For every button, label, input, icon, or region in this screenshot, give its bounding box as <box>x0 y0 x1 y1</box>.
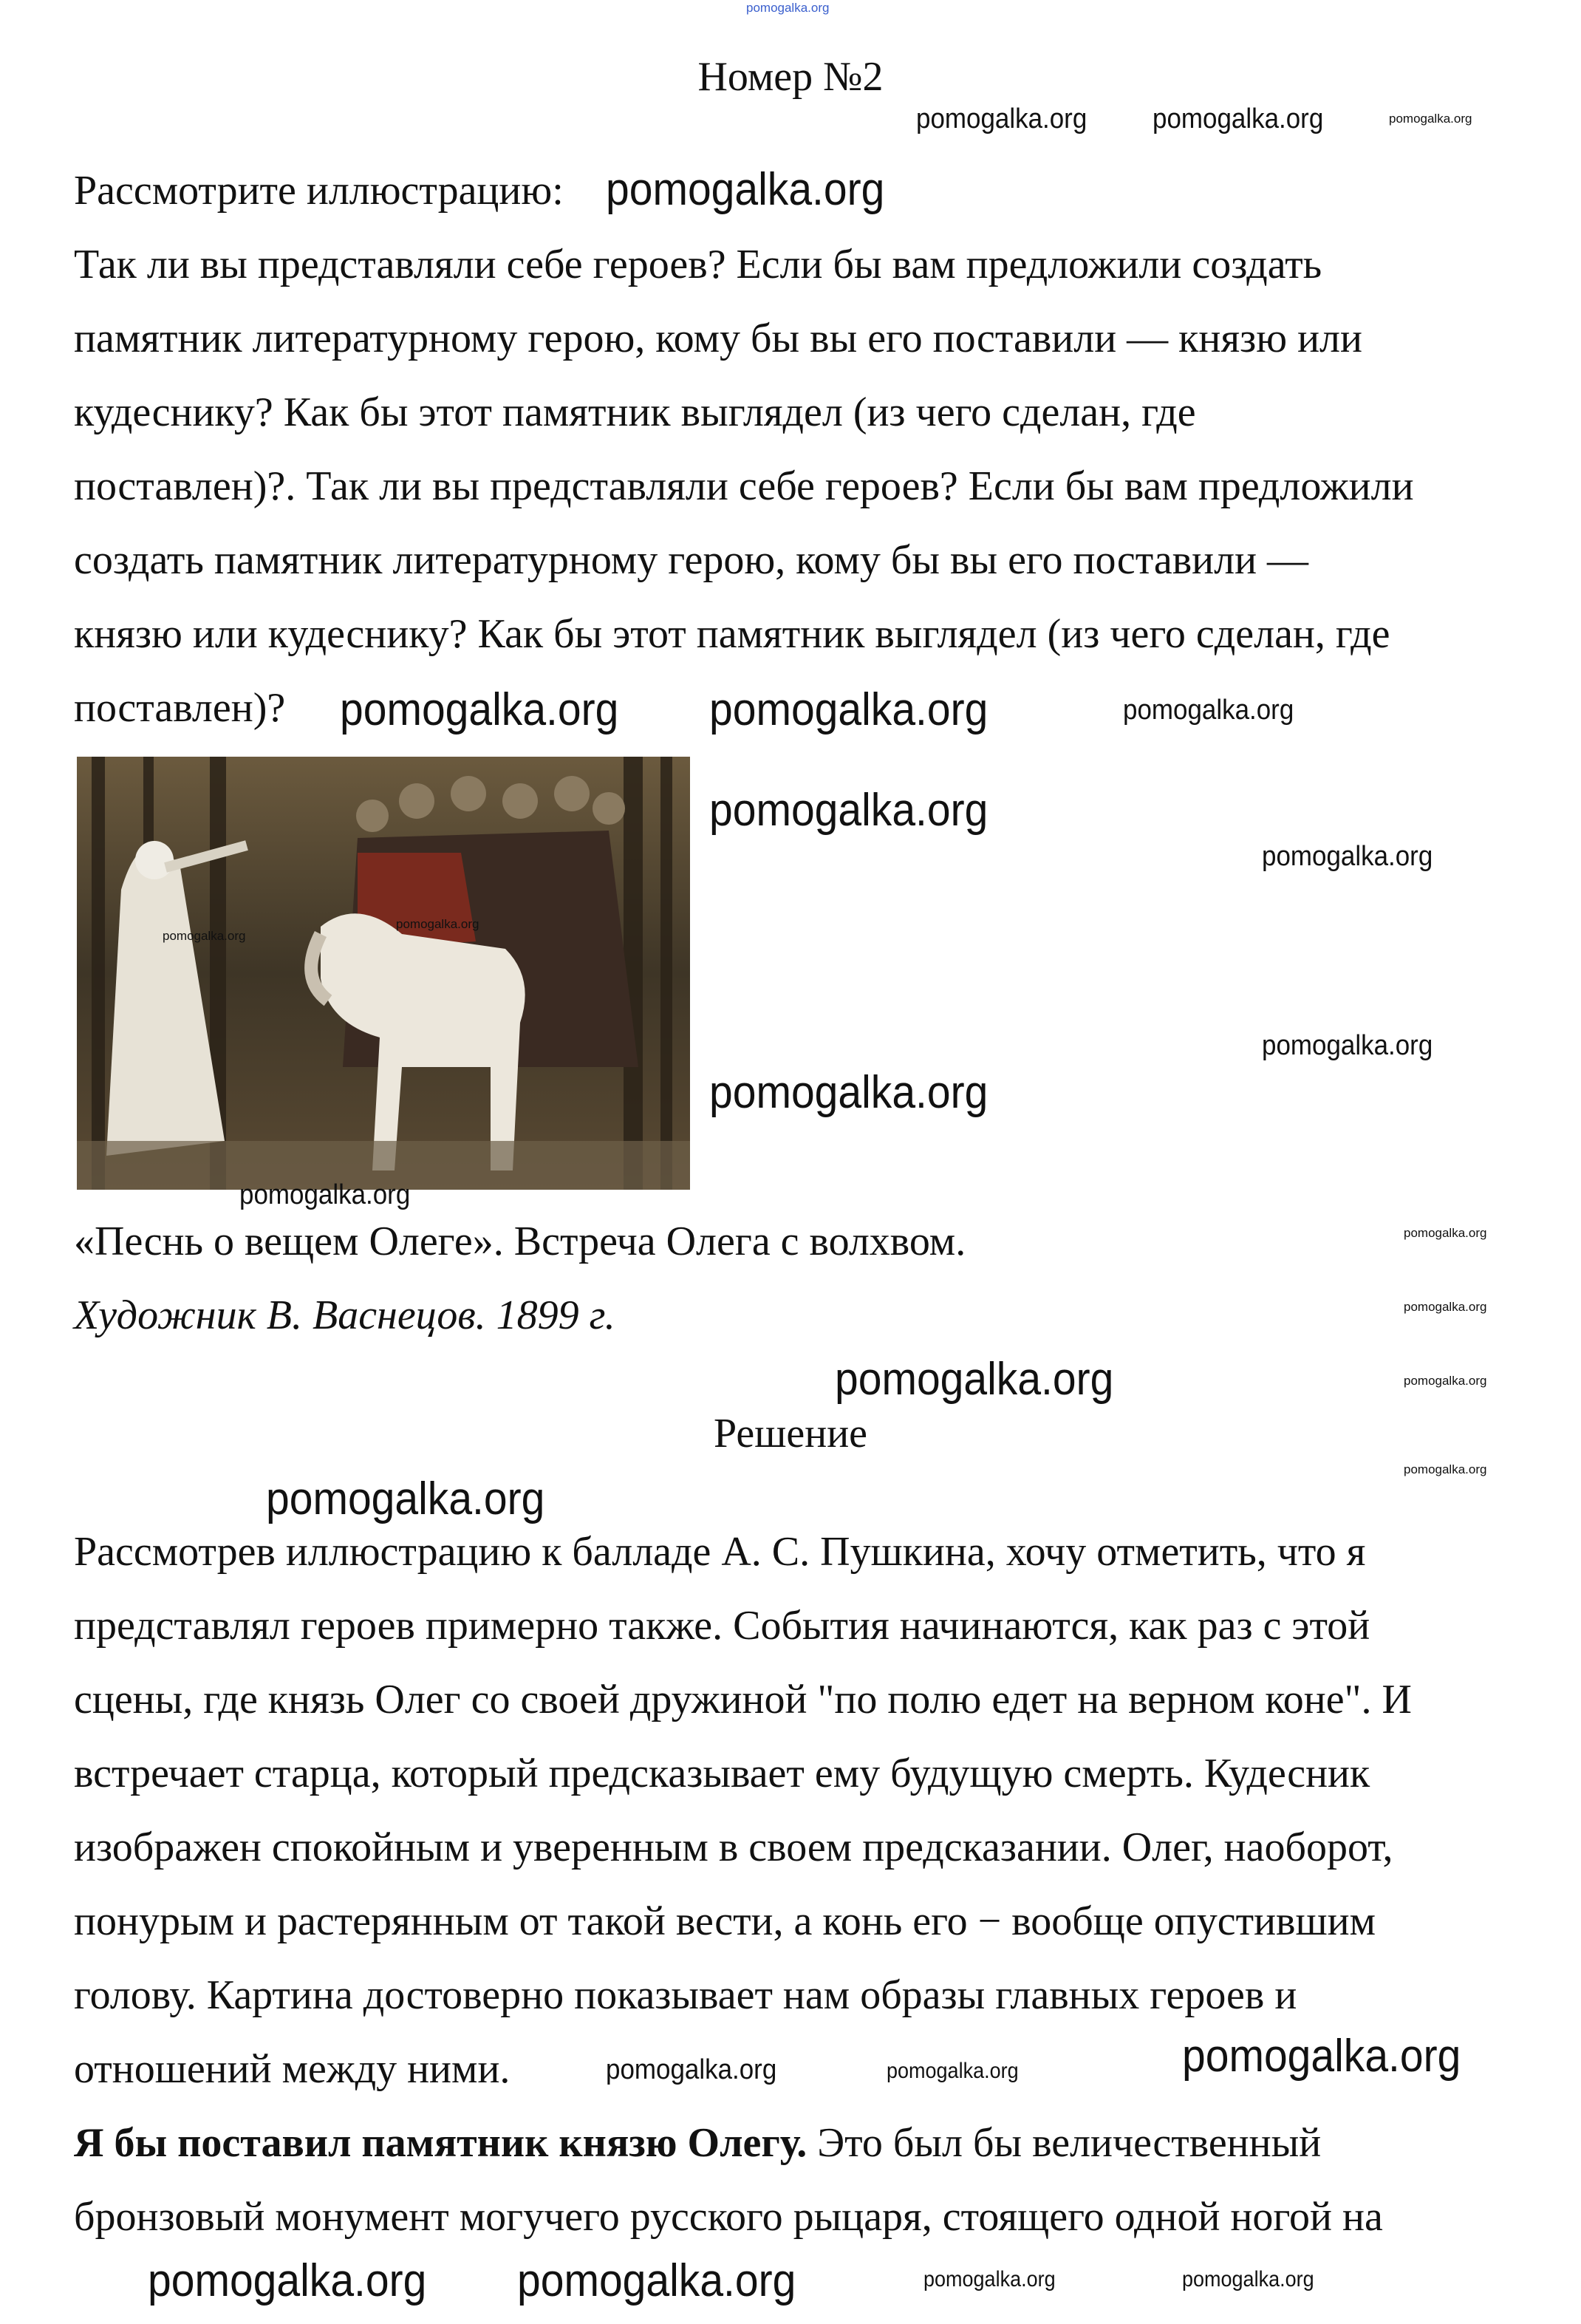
painting-oleg-and-magus <box>77 757 690 1190</box>
watermark: pomogalka.org <box>1123 695 1294 726</box>
solution-line: изображен спокойным и уверенным в своем предсказании. Олег, наоборот, <box>74 1824 1393 1870</box>
task-line: поставлен)?. Так ли вы представляли себе героев? Если бы вам предложили <box>74 463 1414 509</box>
watermark: pomogalka.org <box>606 164 885 215</box>
solution-line: понурым и растерянным от такой вести, а конь его − вообще опустившим <box>74 1898 1376 1944</box>
solution-line: представлял героев примерно также. События начинаются, как раз с этой <box>74 1603 1370 1649</box>
watermark: pomogalka.org <box>1182 2031 1461 2082</box>
watermark: pomogalka.org <box>1404 1374 1487 1388</box>
watermark: pomogalka.org <box>1262 841 1433 872</box>
watermark: pomogalka.org <box>1404 1226 1487 1240</box>
solution-line: голову. Картина достоверно показывает нам образы главных героев и <box>74 1972 1297 2018</box>
solution-line: сцены, где князь Олег со своей дружиной "по полю едет на верном коне". И <box>74 1677 1412 1722</box>
solution-line: отношений между ними. <box>74 2046 511 2092</box>
task-line: кудеснику? Как бы этот памятник выглядел (из чего сделан, где <box>74 389 1196 435</box>
watermark: pomogalka.org <box>916 103 1087 134</box>
watermark: pomogalka.org <box>1404 1300 1487 1314</box>
task-line: поставлен)? <box>74 685 286 731</box>
watermark: pomogalka.org <box>517 2255 796 2306</box>
watermark: pomogalka.org <box>887 2059 1019 2083</box>
watermark: pomogalka.org <box>266 1473 545 1524</box>
task-line: Рассмотрите иллюстрацию: <box>74 168 564 214</box>
watermark: pomogalka.org <box>923 2267 1056 2291</box>
watermark: pomogalka.org <box>1153 103 1324 134</box>
solution-line: бронзовый монумент могучего русского рыцаря, стоящего одной ногой на <box>74 2194 1383 2240</box>
watermark: pomogalka.org <box>148 2255 427 2306</box>
watermark: pomogalka.org <box>709 1067 988 1118</box>
page-title: Номер №2 <box>697 54 884 100</box>
task-line: создать памятник литературному герою, кому бы вы его поставили — <box>74 537 1309 583</box>
watermark: pomogalka.org <box>340 684 619 735</box>
bold-statement: Я бы поставил памятник князю Олегу. <box>74 2120 807 2166</box>
task-line: князю или кудеснику? Как бы этот памятник выглядел (из чего сделан, где <box>74 611 1390 657</box>
watermark: pomogalka.org <box>835 1354 1114 1405</box>
watermark: pomogalka.org <box>1262 1030 1433 1061</box>
solution-heading: Решение <box>713 1411 868 1456</box>
solution-line: встречает старца, который предсказывает ему будущую смерть. Кудесник <box>74 1751 1370 1796</box>
task-line: памятник литературному герою, кому бы вы его поставили — князю или <box>74 316 1362 361</box>
watermark: pomogalka.org <box>163 929 246 943</box>
watermark: pomogalka.org <box>606 2054 777 2085</box>
watermark: pomogalka.org <box>239 1179 411 1210</box>
illustration-caption: «Песнь о вещем Олеге». Встреча Олега с волхвом. <box>74 1219 966 1264</box>
watermark: pomogalka.org <box>1389 112 1472 126</box>
watermark: pomogalka.org <box>396 917 479 931</box>
watermark: pomogalka.org <box>1404 1462 1487 1476</box>
top-watermark: pomogalka.org <box>746 1 830 15</box>
solution-line-bold <box>74 2122 1321 2164</box>
task-line: Так ли вы представляли себе героев? Если бы вам предложили создать <box>74 242 1322 287</box>
illustration-credit: Художник В. Васнецов. 1899 г. <box>74 1292 615 1338</box>
watermark: pomogalka.org <box>709 785 988 836</box>
statement-rest: Это был бы величественный <box>807 2120 1322 2166</box>
solution-line: Рассмотрев иллюстрацию к балладе А. С. Пушкина, хочу отметить, что я <box>74 1529 1366 1575</box>
watermark: pomogalka.org <box>1182 2267 1314 2291</box>
watermark: pomogalka.org <box>709 684 988 735</box>
